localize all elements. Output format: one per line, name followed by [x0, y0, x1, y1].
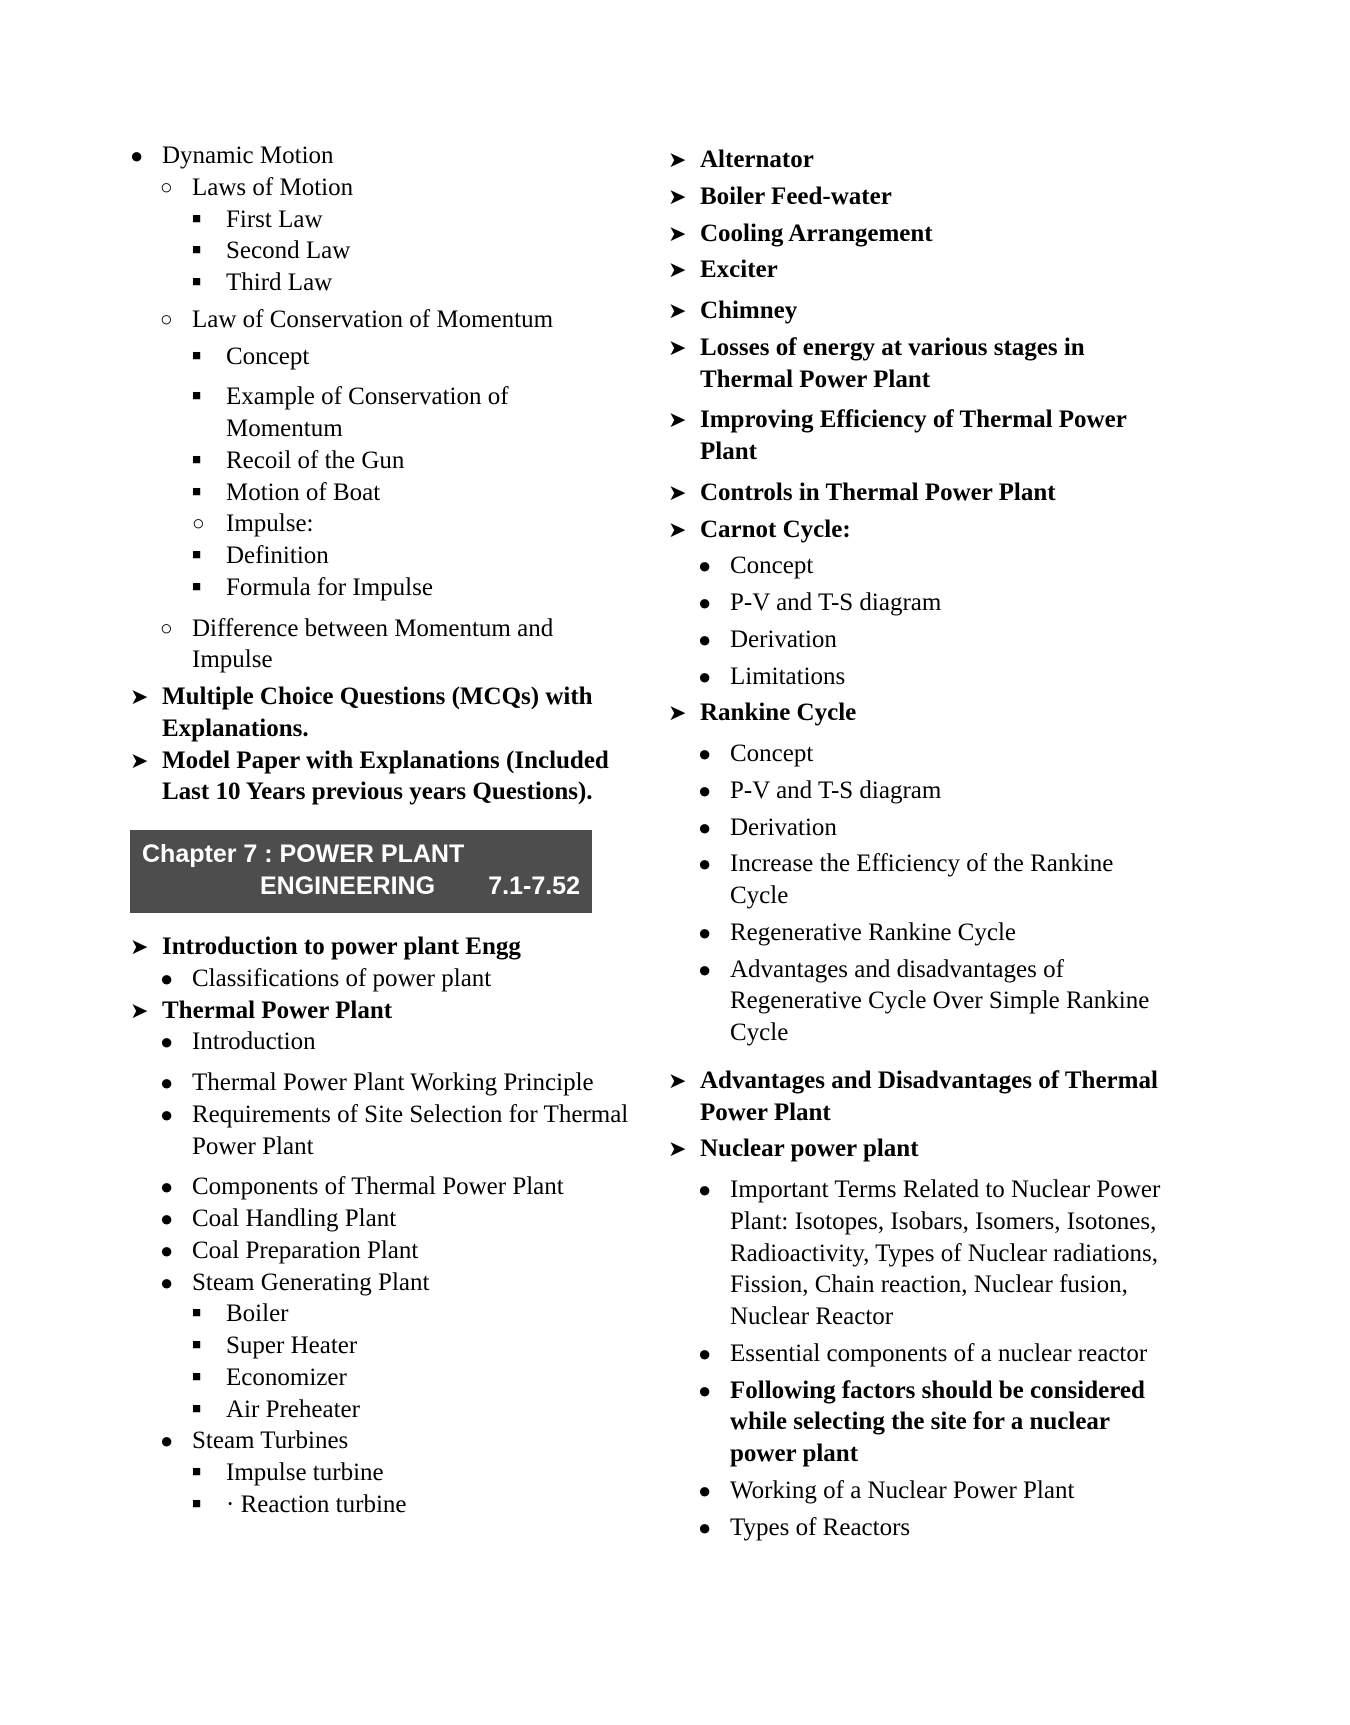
chapter-banner-subline — [142, 871, 584, 903]
square-bullet-icon: ■ — [192, 210, 202, 227]
list-item-label: Rankine Cycle — [700, 699, 857, 727]
left-toc-list-top — [130, 140, 630, 808]
list-item[interactable] — [130, 931, 630, 963]
list-item-label: Thermal Power Plant — [162, 996, 393, 1024]
list-item-label: Concept — [730, 740, 814, 767]
list-item[interactable] — [698, 738, 1168, 770]
square-bullet-icon: ■ — [192, 1368, 202, 1385]
disc-bullet-icon: ● — [698, 1177, 712, 1202]
list-item[interactable] — [698, 624, 1168, 656]
list-item[interactable] — [698, 1174, 1168, 1333]
list-item[interactable] — [698, 917, 1168, 949]
list-item-label: Following factors should be considered while selecting the site for a nuclear power plant — [730, 1376, 1145, 1467]
list-item-label: Steam Turbines — [192, 1427, 349, 1455]
list-item-label: Coal Preparation Plant — [192, 1236, 419, 1264]
list-item-label: Motion of Boat — [226, 478, 381, 506]
list-item-label: Laws of Motion — [192, 173, 354, 201]
list-item-label: Dynamic Motion — [162, 142, 334, 169]
list-item-label: Impulse: — [226, 510, 314, 538]
disc-bullet-icon: ● — [160, 1029, 174, 1055]
list-item-label: Components of Thermal Power Plant — [192, 1173, 564, 1201]
list-item-label: Alternator — [700, 146, 814, 173]
list-item-label: Working of a Nuclear Power Plant — [730, 1476, 1075, 1504]
disc-bullet-icon: ● — [160, 1428, 174, 1454]
chapter-banner-subtitle: ENGINEERING — [260, 871, 436, 900]
list-item[interactable] — [698, 954, 1168, 1049]
list-item-label: Boiler Feed-water — [700, 182, 892, 210]
list-item-label: Regenerative Rankine Cycle — [730, 918, 1016, 946]
list-item-label: Advantages and Disadvantages of Thermal Power Plant — [700, 1066, 1158, 1126]
list-item-label: Essential components of a nuclear reactor — [730, 1339, 1148, 1367]
list-item[interactable] — [698, 1338, 1168, 1370]
chapter-banner-page-range: 7.1-7.52 — [488, 871, 580, 900]
circle-bullet-icon: ○ — [160, 306, 173, 331]
list-item[interactable] — [668, 295, 1168, 327]
square-bullet-icon: ■ — [192, 1400, 202, 1417]
list-item[interactable] — [668, 404, 1168, 468]
square-bullet-icon: ■ — [192, 578, 202, 595]
arrow-bullet-icon: ➤ — [668, 220, 687, 246]
list-item-label: Law of Conservation of Momentum — [192, 305, 554, 333]
list-item-label: Requirements of Site Selection for Thermal Power Plant — [192, 1100, 629, 1160]
list-item[interactable] — [192, 204, 630, 236]
list-item-label: Definition — [226, 542, 329, 569]
list-item[interactable] — [192, 1457, 630, 1489]
list-item[interactable] — [668, 1133, 1168, 1165]
list-item-label: Introduction — [192, 1028, 316, 1056]
square-bullet-icon: ■ — [192, 242, 202, 259]
disc-bullet-icon: ● — [698, 1514, 712, 1540]
list-item[interactable] — [192, 1298, 630, 1330]
list-item-label: Multiple Choice Questions (MCQs) with Explanations. — [162, 683, 593, 742]
disc-bullet-icon: ● — [160, 1174, 174, 1200]
square-bullet-icon: ■ — [192, 1337, 202, 1353]
arrow-bullet-icon: ➤ — [668, 334, 687, 360]
list-item-label: Increase the Efficiency of the Rankine Cycle — [730, 850, 1114, 909]
arrow-bullet-icon: ➤ — [668, 298, 687, 323]
disc-bullet-icon: ● — [160, 1070, 174, 1095]
list-item-label: Types of Reactors — [730, 1513, 911, 1541]
list-item[interactable] — [698, 812, 1168, 844]
list-item[interactable] — [698, 587, 1168, 619]
list-item-label: Difference between Momentum and Impulse — [192, 614, 554, 674]
list-item-label: Thermal Power Plant Working Principle — [192, 1069, 594, 1096]
list-item[interactable] — [130, 745, 630, 809]
list-item[interactable] — [160, 1171, 630, 1203]
list-item-label: Example of Conservation of Momentum — [226, 383, 509, 442]
arrow-bullet-icon: ➤ — [668, 147, 687, 172]
list-item[interactable] — [668, 218, 1168, 250]
chapter-banner-title: Chapter 7 : POWER PLANT — [142, 840, 465, 868]
list-item-label: First Law — [226, 205, 323, 233]
disc-bullet-icon: ● — [160, 1269, 174, 1295]
square-bullet-icon: ■ — [192, 483, 202, 500]
list-item-label: Economizer — [226, 1363, 347, 1391]
list-item[interactable] — [160, 1099, 630, 1163]
disc-bullet-icon: ● — [160, 1237, 174, 1263]
list-item-label: Introduction to power plant Engg — [162, 933, 521, 960]
two-column-layout — [130, 140, 1220, 1543]
list-item-label: Carnot Cycle: — [700, 515, 851, 543]
list-item[interactable] — [668, 477, 1168, 509]
list-item-label: P-V and T-S diagram — [730, 776, 942, 804]
arrow-bullet-icon: ➤ — [130, 747, 149, 773]
chapter-banner — [130, 830, 592, 913]
list-item-label: Super Heater — [226, 1332, 358, 1359]
list-item-label: Impulse turbine — [226, 1459, 384, 1486]
disc-bullet-icon: ● — [698, 777, 712, 803]
list-item[interactable] — [698, 661, 1168, 693]
left-toc-list-bottom — [130, 931, 630, 1521]
disc-bullet-icon: ● — [698, 919, 712, 945]
list-item-label: Third Law — [226, 269, 333, 296]
disc-bullet-icon: ● — [698, 741, 712, 766]
list-item[interactable] — [160, 963, 630, 995]
list-item-label: Formula for Impulse — [226, 573, 433, 601]
list-item-label: Concept — [730, 552, 814, 580]
disc-bullet-icon: ● — [698, 1340, 712, 1366]
square-bullet-icon: ■ — [192, 388, 202, 405]
disc-bullet-icon: ● — [160, 1206, 174, 1231]
list-item[interactable] — [192, 235, 630, 267]
disc-bullet-icon: ● — [698, 851, 712, 877]
arrow-bullet-icon: ➤ — [668, 1136, 687, 1162]
arrow-bullet-icon: ➤ — [130, 997, 149, 1023]
disc-bullet-icon: ● — [160, 1101, 174, 1127]
square-bullet-icon: ■ — [192, 451, 202, 468]
list-item[interactable] — [192, 477, 630, 509]
list-item[interactable] — [192, 341, 630, 373]
list-item[interactable] — [130, 681, 630, 745]
list-item[interactable] — [160, 1425, 630, 1457]
disc-bullet-icon: ● — [698, 1377, 712, 1403]
list-item-label: · Reaction turbine — [226, 1490, 407, 1518]
disc-bullet-icon: ● — [160, 965, 174, 991]
disc-bullet-icon: ● — [698, 553, 712, 579]
list-item[interactable] — [192, 540, 630, 572]
list-item[interactable] — [192, 445, 630, 477]
disc-bullet-icon: ● — [698, 1477, 712, 1503]
list-item-label: Air Preheater — [226, 1395, 360, 1423]
list-item-label: Coal Handling Plant — [192, 1205, 397, 1232]
square-bullet-icon: ■ — [192, 274, 202, 290]
list-item-label: Cooling Arrangement — [700, 219, 933, 247]
list-item[interactable] — [698, 848, 1168, 912]
list-item[interactable] — [160, 172, 630, 204]
list-item[interactable] — [160, 1235, 630, 1267]
disc-bullet-icon: ● — [130, 143, 144, 168]
list-item-label: Controls in Thermal Power Plant — [700, 478, 1056, 506]
right-column — [668, 140, 1168, 1543]
list-item[interactable] — [160, 304, 630, 336]
list-item-label: Boiler — [226, 1300, 289, 1328]
arrow-bullet-icon: ➤ — [668, 516, 687, 542]
list-item-label: Losses of energy at various stages in Thermal Power Plant — [700, 333, 1085, 393]
circle-bullet-icon: ○ — [160, 615, 173, 640]
list-item[interactable] — [130, 140, 630, 172]
disc-bullet-icon: ● — [698, 814, 712, 840]
list-item[interactable] — [160, 1203, 630, 1235]
square-bullet-icon: ■ — [192, 1464, 202, 1480]
list-item[interactable] — [160, 613, 630, 677]
square-bullet-icon: ■ — [192, 1495, 202, 1512]
arrow-bullet-icon: ➤ — [668, 257, 687, 283]
list-item[interactable] — [698, 775, 1168, 807]
list-item-label: Second Law — [226, 237, 351, 265]
square-bullet-icon: ■ — [192, 547, 202, 563]
list-item[interactable] — [160, 1026, 630, 1058]
arrow-bullet-icon: ➤ — [130, 934, 149, 959]
list-item-label: Derivation — [730, 625, 837, 653]
list-item-label: Important Terms Related to Nuclear Power Plant: Isotopes, Isobars, Isomers, Isotones, Radioactivity, Types of Nuclear radiations, Fission, Chain reaction, Nuclear fusion, Nuclear Reactor — [730, 1176, 1161, 1330]
left-column — [130, 140, 630, 1521]
list-item[interactable] — [698, 1512, 1168, 1544]
list-item[interactable] — [698, 1375, 1168, 1470]
arrow-bullet-icon: ➤ — [668, 183, 687, 209]
list-item[interactable] — [698, 1475, 1168, 1507]
disc-bullet-icon: ● — [698, 956, 712, 982]
square-bullet-icon: ■ — [192, 1305, 202, 1322]
arrow-bullet-icon: ➤ — [668, 700, 687, 726]
list-item-label: P-V and T-S diagram — [730, 589, 942, 616]
list-item[interactable] — [698, 550, 1168, 582]
list-item[interactable] — [668, 181, 1168, 213]
list-item-label: Recoil of the Gun — [226, 446, 405, 474]
circle-bullet-icon: ○ — [192, 511, 205, 536]
list-item-label: Classifications of power plant — [192, 964, 492, 992]
disc-bullet-icon: ● — [698, 590, 712, 615]
list-item-label: Advantages and disadvantages of Regenerative Cycle Over Simple Rankine Cycle — [730, 955, 1150, 1046]
arrow-bullet-icon: ➤ — [668, 479, 687, 505]
list-item[interactable] — [160, 1267, 630, 1299]
list-item[interactable] — [192, 267, 630, 299]
list-item[interactable] — [192, 381, 630, 445]
list-item-label: Improving Efficiency of Thermal Power Plant — [700, 406, 1127, 465]
list-item[interactable] — [192, 572, 630, 604]
list-item[interactable] — [192, 1489, 630, 1521]
list-item[interactable] — [192, 1362, 630, 1394]
list-item[interactable] — [160, 1067, 630, 1099]
list-item-label: Concept — [226, 342, 310, 370]
arrow-bullet-icon: ➤ — [668, 407, 687, 433]
list-item[interactable] — [192, 1394, 630, 1426]
list-item[interactable] — [668, 144, 1168, 176]
arrow-bullet-icon: ➤ — [668, 1067, 687, 1093]
square-bullet-icon: ■ — [192, 347, 202, 364]
circle-bullet-icon: ○ — [160, 174, 173, 199]
list-item-label: Steam Generating Plant — [192, 1268, 430, 1296]
list-item[interactable] — [192, 1330, 630, 1362]
list-item-label: Derivation — [730, 813, 837, 841]
list-item-label: Chimney — [700, 297, 798, 324]
disc-bullet-icon: ● — [698, 626, 712, 652]
disc-bullet-icon: ● — [698, 663, 712, 689]
list-item[interactable] — [668, 254, 1168, 286]
list-item[interactable] — [130, 995, 630, 1027]
list-item[interactable] — [668, 697, 1168, 729]
list-item[interactable] — [192, 508, 630, 540]
list-item[interactable] — [668, 514, 1168, 546]
list-item-label: Model Paper with Explanations (Included Last 10 Years previous years Questions). — [162, 746, 609, 806]
list-item-label: Limitations — [730, 662, 846, 690]
list-item[interactable] — [668, 332, 1168, 396]
list-item-label: Nuclear power plant — [700, 1135, 919, 1163]
list-item-label: Exciter — [700, 256, 778, 284]
list-item[interactable] — [668, 1065, 1168, 1129]
arrow-bullet-icon: ➤ — [130, 684, 149, 709]
